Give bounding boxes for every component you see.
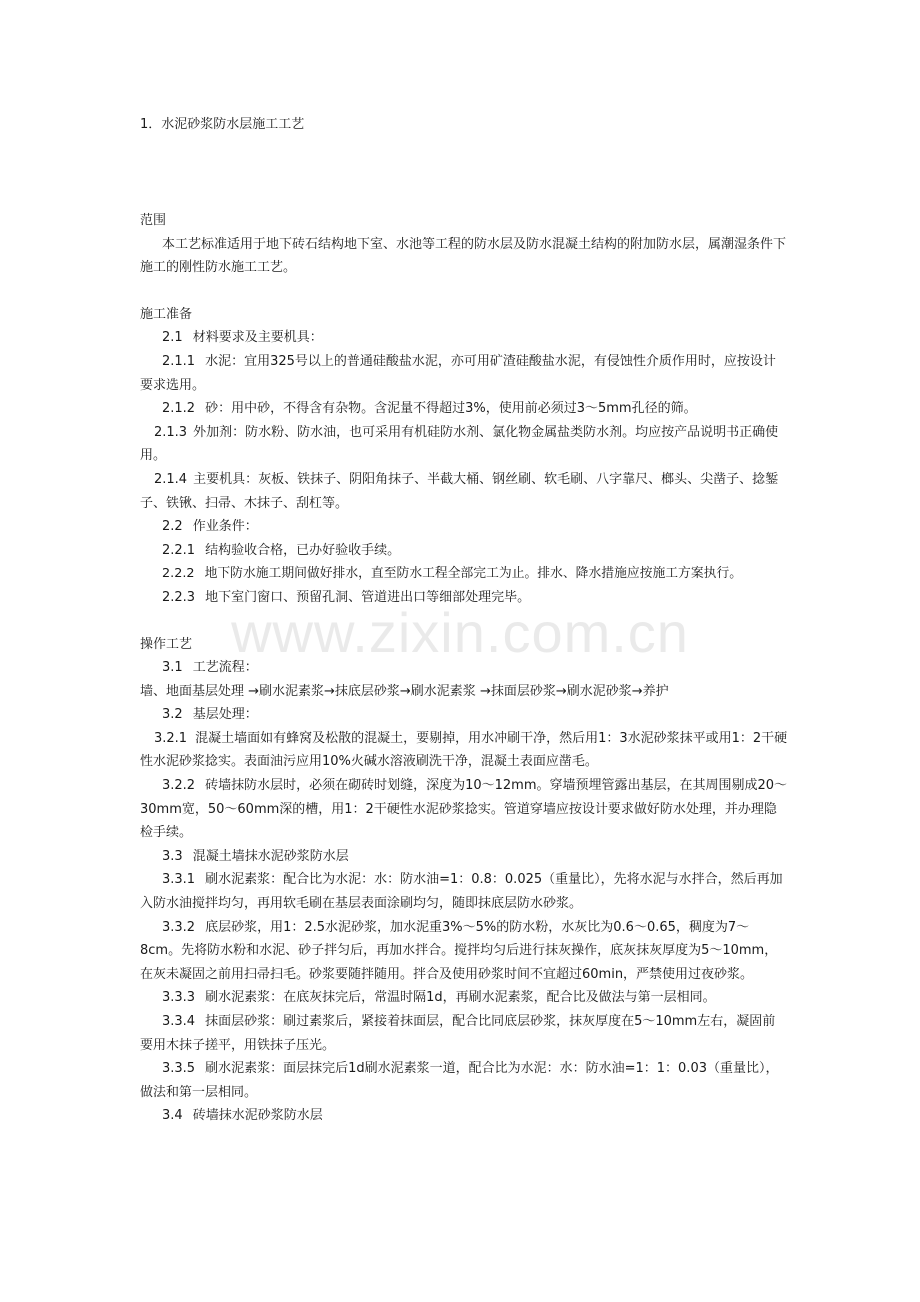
item-number: 2.2	[162, 519, 183, 535]
item-2-1	[140, 326, 788, 350]
item-text: 主要机具：灰板、铁抹子、阴阳角抹子、半截大桶、钢丝刷、软毛刷、八字靠尺、榔头、尖凿子、捻錾子、铁锹、扫帚、木抹子、刮杠等。	[140, 471, 779, 511]
item-3-3-3	[140, 986, 788, 1010]
item-text: 外加剂：防水粉、防水油，也可采用有机硅防水剂、氯化物金属盐类防水剂。均应按产品说明书正确使用。	[140, 424, 779, 464]
item-text: 刷水泥素浆：在底灰抹完后，常温时隔1d，再刷水泥素浆，配合比及做法与第一层相同。	[205, 990, 716, 1006]
item-2-1-3	[140, 421, 788, 468]
item-3-3	[140, 845, 788, 869]
item-number: 3.2	[162, 707, 183, 723]
item-text: 刷水泥素浆：面层抹完后1d刷水泥素浆一道，配合比为水泥：水：防水油=1：1：0.03（重量比），做法和第一层相同。	[140, 1061, 779, 1100]
item-text: 地下防水施工期间做好排水，直至防水工程全部完工为止。排水、降水措施应按施工方案执行。	[204, 566, 743, 582]
item-text: 混凝土墙抹水泥砂浆防水层	[192, 848, 349, 864]
item-number: 2.2.2	[162, 566, 195, 582]
item-2-2-2	[140, 562, 788, 586]
item-2-1-1	[140, 350, 788, 397]
item-number: 3.3	[162, 848, 183, 864]
item-number: 2.2.3	[162, 589, 196, 605]
item-text: 基层处理：	[192, 707, 258, 723]
spacer	[140, 610, 788, 633]
item-number: 2.1.2	[162, 401, 196, 417]
item-text: 砖墙抹防水层时，必须在砌砖时划缝，深度为10～12mm。穿墙预埋管露出基层，在其周围剔成20～30mm宽，50～60mm深的槽，用1：2干硬性水泥砂浆捻实。管道穿墙应按设计要求做好防水处理，并办理隐检手续。	[140, 778, 788, 841]
item-text: 砖墙抹水泥砂浆防水层	[192, 1108, 323, 1124]
item-text: 底层砂浆，用1：2.5水泥砂浆，加水泥重3%～5%的防水粉，水灰比为0.6～0.65，稠度为7～8cm。先将防水粉和水泥、砂子拌匀后，再加水拌合。搅拌均匀后进行抹灰操作，底灰抹灰厚度为5～10mm，在灰未凝固之前用扫帚扫毛。砂浆要随拌随用。拌合及使用砂浆时间不宜超过60min，严禁使用过夜砂浆。	[140, 919, 778, 982]
section-heading-operation: 操作工艺	[140, 636, 193, 652]
paragraph-scope: 本工艺标准适用于地下砖石结构地下室、水池等工程的防水层及防水混凝土结构的附加防水层，属潮湿条件下施工的刚性防水施工工艺。	[140, 236, 787, 276]
item-3-3-5	[140, 1057, 788, 1104]
item-number: 3.1	[162, 660, 183, 676]
process-flow: 墙、地面基层处理 →刷水泥素浆→抹底层砂浆→刷水泥素浆 →抹面层砂浆→刷水泥砂浆→养护	[140, 683, 669, 699]
section-heading-preparation: 施工准备	[140, 306, 193, 322]
document-title: 1．水泥砂浆防水层施工工艺	[140, 117, 305, 132]
item-3-4	[140, 1104, 788, 1128]
document-body	[140, 209, 788, 1128]
item-number: 3.2.2	[162, 778, 196, 794]
section-heading-scope: 范围	[140, 213, 167, 228]
item-number: 3.3.3	[162, 990, 196, 1006]
item-2-1-4	[140, 468, 788, 515]
item-2-2-3	[140, 586, 788, 610]
item-text: 地下室门窗口、预留孔洞、管道进出口等细部处理完毕。	[205, 589, 531, 605]
item-2-2	[140, 515, 788, 539]
item-3-3-4	[140, 1010, 788, 1057]
item-text: 刷水泥素浆：配合比为水泥：水：防水油=1：0.8：0.025（重量比），先将水泥与水拌合，然后再加入防水油搅拌均匀，再用软毛刷在基层表面涂刷均匀，随即抹底层防水砂浆。	[140, 872, 783, 912]
item-text: 砂：用中砂，不得含有杂物。含泥量不得超过3%，使用前必须过3～5mm孔径的筛。	[205, 401, 697, 417]
item-number: 2.1.4	[154, 471, 188, 487]
item-number: 2.1	[162, 330, 183, 346]
item-3-3-1	[140, 868, 788, 915]
item-text: 水泥：宜用325号以上的普通硅酸盐水泥，亦可用矿渣硅酸盐水泥，有侵蚀性介质作用时，应按设计要求选用。	[140, 353, 776, 393]
item-number: 3.2.1	[154, 730, 188, 746]
item-number: 3.3.1	[162, 872, 196, 888]
watermark: www.zixin.com.cn	[231, 601, 689, 664]
item-text: 抹面层砂浆：刷过素浆后，紧接着抹面层，配合比同底层砂浆，抹灰厚度在5～10mm左右，凝固前要用木抹子搓平，用铁抹子压光。	[140, 1014, 776, 1053]
item-2-2-1	[140, 539, 788, 563]
item-number: 2.1.3	[154, 424, 188, 440]
spacer	[140, 280, 788, 303]
item-text: 材料要求及主要机具：	[192, 330, 323, 346]
item-number: 3.4	[162, 1108, 183, 1124]
item-number: 3.3.4	[162, 1014, 196, 1029]
item-text: 工艺流程：	[192, 660, 258, 676]
item-3-2-1	[140, 727, 788, 774]
item-3-2-2	[140, 774, 788, 845]
item-number: 2.2.1	[162, 542, 196, 558]
item-3-2	[140, 703, 788, 727]
item-number: 3.3.5	[162, 1061, 196, 1077]
item-number: 2.1.1	[162, 353, 196, 369]
item-text: 结构验收合格，已办好验收手续。	[205, 542, 401, 558]
item-2-1-2	[140, 397, 788, 421]
item-text: 混凝土墙面如有蜂窝及松散的混凝土，要剔掉，用水冲刷干净，然后用1：3水泥砂浆抹平或用1：2干硬性水泥砂浆捻实。表面油污应用10%火碱水溶液刷洗干净，混凝土表面应凿毛。	[140, 730, 788, 770]
item-3-3-2	[140, 916, 788, 987]
item-text: 作业条件：	[192, 519, 258, 535]
item-number: 3.3.2	[162, 919, 196, 935]
item-3-1	[140, 656, 788, 680]
